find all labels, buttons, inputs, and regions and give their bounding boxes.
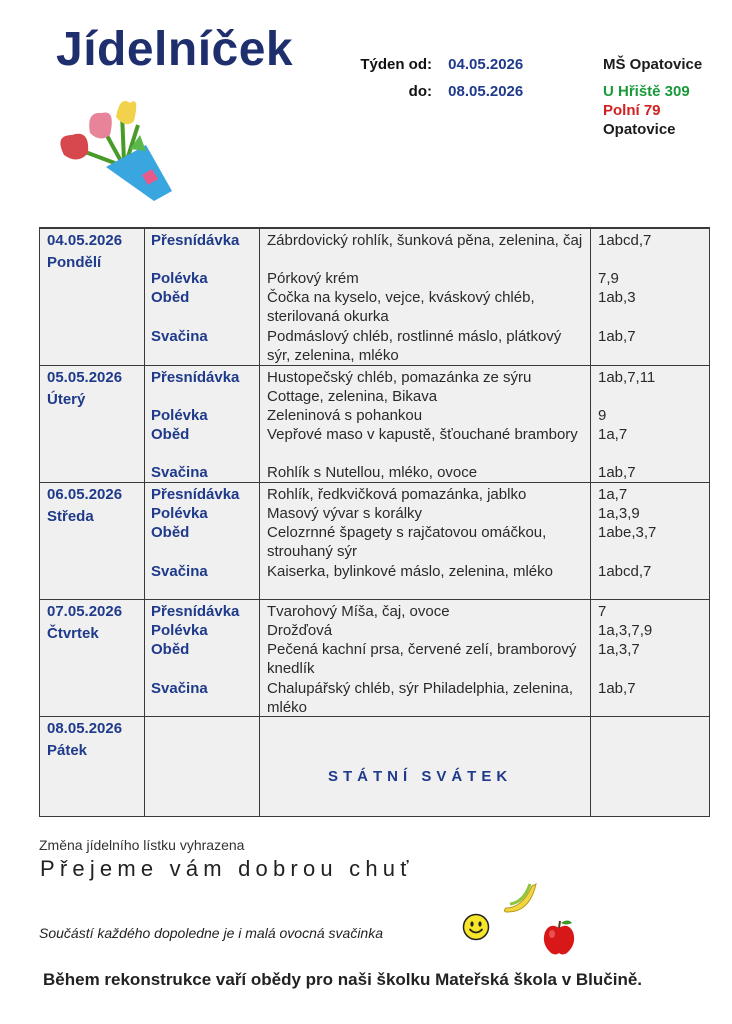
address-town: Opatovice [603, 121, 676, 138]
meal-allergens: 1abcd,7 [598, 563, 652, 580]
meal-food: Pórkový krém [267, 270, 359, 287]
day-name: Čtvrtek [47, 625, 99, 642]
menu-table [39, 227, 710, 817]
meal-food: Celozrnné špagety s rajčatovou omáčkou, strouhaný sýr [267, 524, 547, 560]
smiley-icon [462, 913, 490, 941]
meal-type: Polévka [151, 270, 208, 287]
meal-allergens: 1ab,3 [598, 289, 636, 306]
day-name: Středa [47, 508, 94, 525]
meal-type: Svačina [151, 328, 208, 345]
meal-type: Oběd [151, 524, 190, 541]
day-name: Pondělí [47, 254, 102, 271]
meal-allergens: 1a,3,7 [598, 641, 640, 658]
day-date: 04.05.2026 [47, 232, 123, 249]
meal-type: Svačina [151, 680, 208, 697]
meal-allergens: 1abcd,7 [598, 232, 652, 249]
meal-allergens: 1a,3,9 [598, 505, 640, 522]
meal-allergens: 1ab,7 [598, 328, 636, 345]
day-row-wednesday [40, 482, 709, 600]
meal-allergens: 1ab,7 [598, 680, 636, 697]
school-name: MŠ Opatovice [603, 56, 703, 73]
week-to-label: do: [408, 83, 432, 100]
meal-allergens: 9 [598, 407, 607, 424]
meal-food: Rohlík s Nutellou, mléko, ovoce [267, 464, 478, 481]
fruit-snack-note: Součástí každého dopoledne je i malá ovocná svačinka [39, 925, 383, 941]
meal-type: Polévka [151, 505, 208, 522]
meal-food: Chalupářský chléb, sýr Philadelphia, zelenina, mléko [267, 680, 574, 716]
day-row-thursday [40, 599, 709, 717]
meal-type: Přesnídávka [151, 369, 240, 386]
week-to [352, 83, 523, 100]
day-date: 05.05.2026 [47, 369, 123, 386]
meal-type: Polévka [151, 407, 208, 424]
meal-type: Oběd [151, 641, 190, 658]
day-name: Pátek [47, 742, 88, 759]
meal-type: Přesnídávka [151, 232, 240, 249]
meal-food: Čočka na kyselo, vejce, kváskový chléb, sterilovaná okurka [267, 289, 535, 325]
meal-allergens: 1a,7 [598, 486, 628, 503]
banana-icon [500, 878, 540, 914]
meal-food: Tvarohový Míša, čaj, ovoce [267, 603, 450, 620]
day-date: 07.05.2026 [47, 603, 123, 620]
week-from-label: Týden od: [360, 56, 432, 73]
meal-food: Drožďová [267, 622, 333, 639]
meal-food: Podmáslový chléb, rostlinné máslo, plátkový sýr, zelenina, mléko [267, 328, 562, 364]
meal-allergens: 1abe,3,7 [598, 524, 657, 541]
day-date: 06.05.2026 [47, 486, 123, 503]
address-street-2: Polní 79 [603, 102, 661, 119]
apple-icon [540, 918, 578, 956]
week-from [352, 56, 523, 73]
meal-type: Svačina [151, 563, 208, 580]
meal-type: Přesnídávka [151, 486, 240, 503]
meal-type: Svačina [151, 464, 208, 481]
week-from-date: 04.05.2026 [448, 56, 524, 73]
meal-allergens: 1a,3,7,9 [598, 622, 653, 639]
holiday-label: STÁTNÍ SVÁTEK [328, 768, 513, 785]
meal-allergens: 7,9 [598, 270, 619, 287]
page-title: Jídelníček [56, 23, 294, 76]
meal-allergens: 7 [598, 603, 607, 620]
meal-type: Polévka [151, 622, 208, 639]
meal-food: Zábrdovický rohlík, šunková pěna, zelenina, čaj [267, 232, 583, 249]
address-street-1: U Hřiště 309 [603, 83, 690, 100]
meal-type: Oběd [151, 426, 190, 443]
day-row-friday [40, 716, 709, 817]
meal-food: Zeleninová s pohankou [267, 407, 423, 424]
meal-food: Pečená kachní prsa, červené zelí, bramborový knedlík [267, 641, 577, 677]
meal-type: Přesnídávka [151, 603, 240, 620]
menu-change-note: Změna jídelního lístku vyhrazena [39, 837, 245, 853]
day-name: Úterý [47, 391, 86, 408]
day-date: 08.05.2026 [47, 720, 123, 737]
meal-food: Rohlík, ředkvičková pomazánka, jablko [267, 486, 527, 503]
day-row-tuesday [40, 365, 709, 483]
meal-allergens: 1a,7 [598, 426, 628, 443]
day-row-monday [40, 228, 709, 366]
meal-food: Masový vývar s korálky [267, 505, 423, 522]
meal-allergens: 1ab,7 [598, 464, 636, 481]
meal-food: Kaiserka, bylinkové máslo, zelenina, mléko [267, 563, 553, 580]
reconstruction-note: Během rekonstrukce vaří obědy pro naši školku Mateřská škola v Blučině. [43, 970, 643, 989]
week-to-date: 08.05.2026 [448, 83, 524, 100]
bon-appetit-wish: Přejeme vám dobrou chuť [40, 856, 414, 881]
meal-allergens: 1ab,7,11 [598, 369, 656, 386]
tulip-bouquet-icon [50, 95, 180, 210]
meal-food: Vepřové maso v kapustě, šťouchané brambory [267, 426, 578, 443]
meal-food: Hustopečský chléb, pomazánka ze sýru Cottage, zelenina, Bikava [267, 369, 532, 405]
meal-type: Oběd [151, 289, 190, 306]
